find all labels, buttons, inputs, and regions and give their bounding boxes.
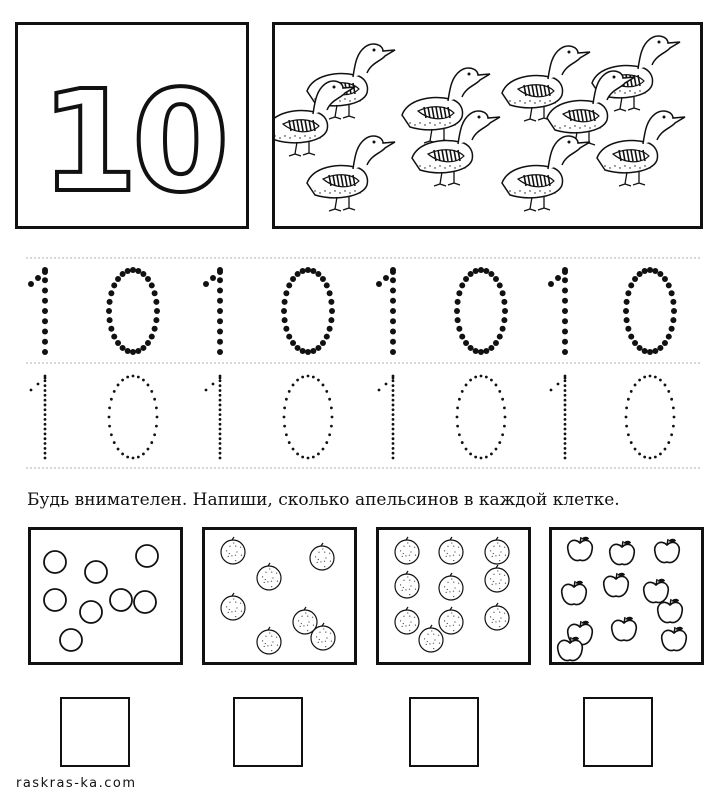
- orange-icon: [395, 607, 419, 634]
- orange-icon: [485, 537, 509, 564]
- orange-icon: [257, 627, 281, 654]
- orange-icon: [419, 625, 443, 652]
- tracing-area: [0, 240, 722, 480]
- circle-icon: [136, 545, 158, 567]
- orange-icon: [485, 565, 509, 592]
- circle-icon: [44, 551, 66, 573]
- orange-icon: [310, 543, 334, 570]
- apple-icon: [612, 617, 637, 641]
- ducks-illustration: [275, 25, 700, 226]
- faint-traced-digit-1: [205, 375, 222, 460]
- faint-traced-digit-1: [30, 375, 47, 460]
- apple-icon: [610, 541, 635, 565]
- apple-icon: [562, 581, 587, 605]
- apple-icon: [644, 579, 669, 603]
- circle-icon: [60, 629, 82, 651]
- site-watermark: raskras-ka.com: [16, 776, 137, 791]
- orange-icon: [221, 537, 245, 564]
- faint-traced-digit-1: [550, 375, 567, 460]
- circle-icon: [85, 561, 107, 583]
- duck-icon: [307, 136, 395, 211]
- counting-box-oranges-2: [376, 527, 531, 665]
- answer-box-1[interactable]: [60, 697, 130, 767]
- apple-icon: [658, 599, 683, 623]
- duck-icon: [502, 136, 590, 211]
- big-number-10: [18, 25, 246, 226]
- apple-icon: [662, 627, 687, 651]
- orange-icon: [439, 573, 463, 600]
- big-number-text: 10: [40, 61, 224, 224]
- counting-box-oranges-1: [202, 527, 357, 665]
- apple-icon: [568, 537, 593, 561]
- orange-icon: [395, 571, 419, 598]
- traced-digit-1: [548, 267, 568, 355]
- traced-digit-1: [28, 267, 48, 355]
- traced-digit-0: [106, 267, 160, 355]
- orange-icon: [485, 603, 509, 630]
- circle-icon: [110, 589, 132, 611]
- orange-icon: [257, 563, 281, 590]
- apple-icon: [604, 573, 629, 597]
- orange-icon: [439, 607, 463, 634]
- traced-digit-0: [454, 267, 508, 355]
- orange-icon: [439, 537, 463, 564]
- faint-traced-digit-0: [625, 375, 676, 460]
- traced-digit-0: [623, 267, 677, 355]
- orange-icon: [221, 593, 245, 620]
- counting-box-circles: [28, 527, 183, 665]
- counting-box-apples: [549, 527, 704, 665]
- ducks-picture-box: [272, 22, 703, 229]
- traced-digit-1: [376, 267, 396, 355]
- traced-digit-0: [281, 267, 335, 355]
- faint-traced-digit-1: [378, 375, 395, 460]
- traced-digit-1: [203, 267, 223, 355]
- apple-icon: [655, 539, 680, 563]
- faint-traced-digit-0: [108, 375, 159, 460]
- circle-icon: [80, 601, 102, 623]
- answer-box-3[interactable]: [409, 697, 479, 767]
- answer-box-4[interactable]: [583, 697, 653, 767]
- circle-icon: [44, 589, 66, 611]
- orange-icon: [395, 537, 419, 564]
- number-box: [15, 22, 249, 229]
- circle-icon: [134, 591, 156, 613]
- faint-traced-digit-0: [456, 375, 507, 460]
- apple-icon: [558, 637, 583, 661]
- duck-icon: [597, 111, 685, 186]
- faint-traced-digit-0: [283, 375, 334, 460]
- instruction-text: Будь внимателен. Напиши, сколько апельсинов в каждой клетке.: [27, 490, 620, 510]
- answer-box-2[interactable]: [233, 697, 303, 767]
